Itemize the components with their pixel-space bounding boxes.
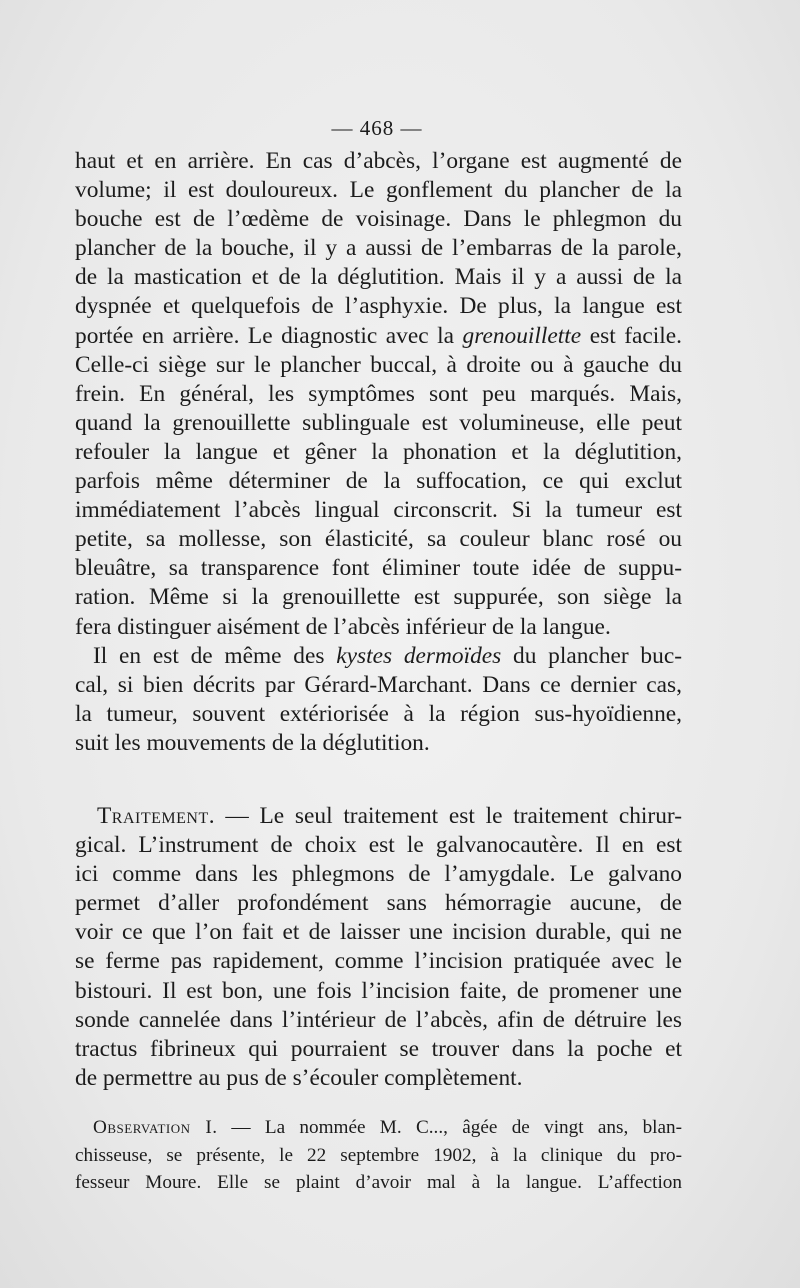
text-line: ici comme dans les phlegmons de l’amygdale. Le galvano xyxy=(75,861,682,888)
text-line: volume; il est douloureux. Le gonflement du plancher de la xyxy=(75,177,682,204)
text-run: est facile. xyxy=(581,322,682,349)
text-line: refouler la langue et gêner la phonation et la déglutition, xyxy=(75,438,682,465)
text-line: bouche est de l’œdème de voisinage. Dans le phlegmon du xyxy=(75,206,682,233)
traitement-section xyxy=(75,802,682,1093)
page-number: — 468 — xyxy=(331,116,423,140)
text-line: parfois même déterminer de la suffocation, ce qui exclut xyxy=(75,468,682,495)
italic-term: kystes dermoïdes xyxy=(336,642,502,669)
text-line: chisseuse, se présente, le 22 septembre 1902, à la clinique du pro- xyxy=(75,1144,682,1166)
paragraph-diagnostic xyxy=(75,147,682,642)
text-line: tractus fibrineux qui pourraient se trouver dans la poche et xyxy=(75,1035,682,1062)
text-line: bleuâtre, sa transparence font éliminer toute idée de suppu- xyxy=(75,555,682,582)
text-line: de la mastication et de la déglutition. Mais il y a aussi de la xyxy=(75,264,682,291)
text-run: Il en est de même des xyxy=(93,642,337,669)
text-line: fera distinguer aisément de l’abcès inférieur de la langue. xyxy=(75,613,611,640)
text-run: . — La nommée M. C..., âgée de vingt ans, blan- xyxy=(212,1117,682,1138)
text-line: gical. L’instrument de choix est le galvanocautère. Il en est xyxy=(75,832,682,859)
text-line: suit les mouvements de la déglutition. xyxy=(75,729,430,756)
text-line: se ferme pas rapidement, comme l’incision pratiquée avec le xyxy=(75,948,682,975)
text-line xyxy=(75,322,682,351)
text-run: du plancher buc- xyxy=(501,642,682,669)
text-line xyxy=(75,642,682,671)
text-line xyxy=(75,802,682,831)
text-line: ration. Même si la grenouillette est suppurée, son siège la xyxy=(75,584,682,611)
text-line: permet d’aller profondément sans hémorragie aucune, de xyxy=(75,890,682,917)
observation-heading: Observation I xyxy=(93,1117,213,1138)
text-run: portée en arrière. Le diagnostic avec la xyxy=(75,322,463,349)
text-line: immédiatement l’abcès lingual circonscrit. Si la tumeur est xyxy=(75,497,682,524)
observation-section xyxy=(75,1114,682,1197)
text-line: voir ce que l’on fait et de laisser une incision durable, qui ne xyxy=(75,919,682,946)
text-line: frein. En général, les symptômes sont peu marqués. Mais, xyxy=(75,380,682,407)
text-line: la tumeur, souvent extériorisée à la région sus-hyoïdienne, xyxy=(75,700,682,727)
text-line: plancher de la bouche, il y a aussi de l’embarras de la parole, xyxy=(75,235,682,262)
paragraph-kystes xyxy=(75,642,682,758)
text-line: bistouri. Il est bon, une fois l’incision faite, de promener une xyxy=(75,977,682,1004)
text-line: fesseur Moure. Elle se plaint d’avoir mal à la langue. L’affection xyxy=(75,1172,682,1194)
text-run: . — Le seul traitement est le traitement chirur- xyxy=(208,803,682,829)
main-text xyxy=(75,147,682,758)
text-line: dyspnée et quelquefois de l’asphyxie. De plus, la langue est xyxy=(75,293,682,320)
text-line: sonde cannelée dans l’intérieur de l’abcès, afin de détruire les xyxy=(75,1006,682,1033)
text-line: cal, si bien décrits par Gérard-Marchant. Dans ce dernier cas, xyxy=(75,671,682,698)
paragraph-traitement xyxy=(75,802,682,1093)
text-line: Celle-ci siège sur le plancher buccal, à droite ou à gauche du xyxy=(75,351,682,378)
section-heading: Traitement xyxy=(97,803,209,829)
text-line: de permettre au pus de s’écouler complètement. xyxy=(75,1064,523,1091)
text-line: quand la grenouillette sublinguale est volumineuse, elle peut xyxy=(75,409,682,436)
text-line: petite, sa mollesse, son élasticité, sa couleur blanc rosé ou xyxy=(75,526,682,553)
text-line xyxy=(75,1114,682,1142)
italic-term: grenouillette xyxy=(462,322,582,349)
text-line: haut et en arrière. En cas d’abcès, l’organe est augmenté de xyxy=(75,148,682,174)
